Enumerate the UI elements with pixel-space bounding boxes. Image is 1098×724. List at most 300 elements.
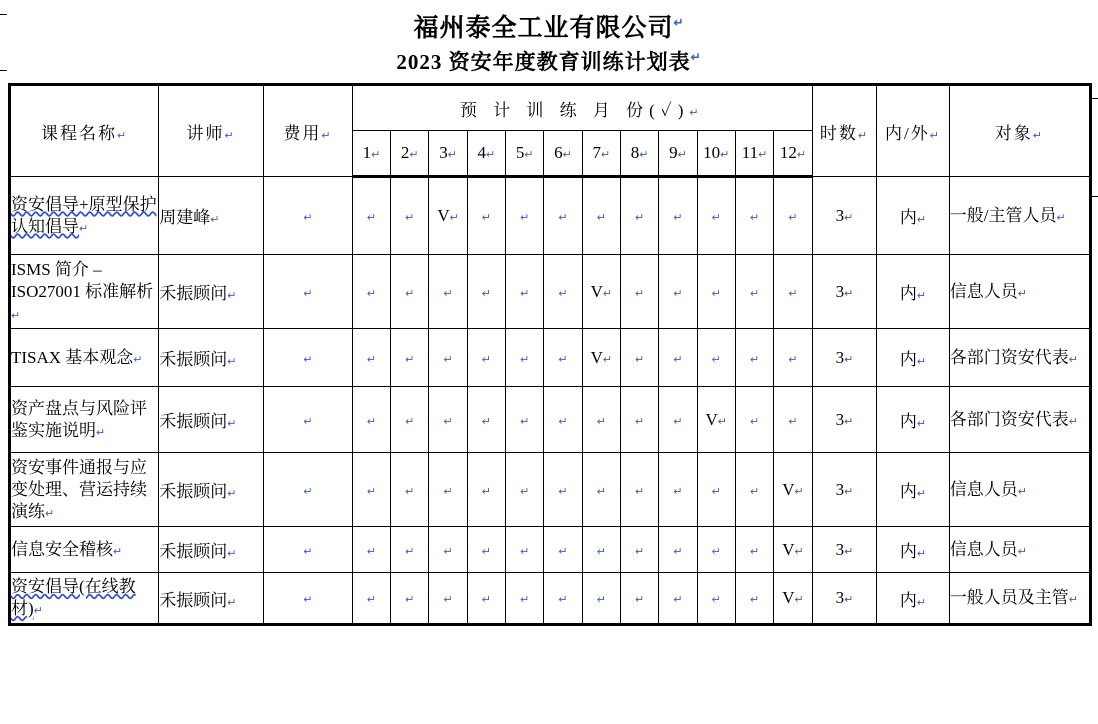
header-target (949, 85, 1090, 177)
paragraph-mark: ↵ (749, 594, 760, 607)
paragraph-mark: ↵ (227, 290, 237, 303)
paragraph-mark: ↵ (227, 356, 237, 369)
paragraph-mark: ↵ (405, 415, 415, 428)
paragraph-mark: ↵ (366, 415, 377, 428)
paragraph-mark: ↵ (1056, 211, 1066, 224)
hours-text: 3 (835, 347, 845, 367)
cell-month-9 (659, 255, 697, 329)
cell-month-12-checked (774, 453, 812, 527)
cell-course-name (10, 573, 159, 625)
paragraph-mark: ↵ (481, 594, 491, 607)
cell-month-6 (544, 573, 582, 625)
cell-internal-external (877, 177, 950, 255)
cell-month-8 (620, 329, 658, 387)
check-mark: V (782, 479, 795, 499)
target-audience-text: 一般/主管人员 (949, 205, 1057, 225)
paragraph-mark: ↵ (711, 353, 721, 366)
paragraph-mark: ↵ (481, 212, 491, 225)
header-month-8 (620, 131, 658, 177)
paragraph-mark: ↵ (227, 488, 237, 501)
internal-external-text: 内 (899, 208, 917, 228)
paragraph-mark: ↵ (562, 149, 572, 162)
paragraph-mark: ↵ (600, 149, 611, 162)
cell-lecturer (159, 453, 264, 527)
header-month-label: 7 (592, 143, 601, 163)
cell-month-7 (582, 573, 620, 625)
cell-month-9 (659, 387, 697, 453)
paragraph-mark: ↵ (758, 149, 768, 162)
paragraph-mark: ↵ (481, 545, 491, 558)
paragraph-mark: ↵ (788, 415, 798, 428)
paragraph-mark: ↵ (689, 106, 705, 119)
cell-month-6 (544, 177, 582, 255)
paragraph-mark: ↵ (673, 212, 683, 225)
cell-month-12 (774, 255, 812, 329)
cell-month-12-checked (774, 573, 812, 625)
paragraph-mark: ↵ (1068, 594, 1079, 607)
cell-month-2 (391, 387, 429, 453)
margin-tick (0, 70, 7, 71)
cell-month-5 (506, 329, 544, 387)
cell-month-3 (429, 573, 467, 625)
paragraph-mark: ↵ (596, 415, 606, 428)
paragraph-mark: ↵ (794, 545, 804, 558)
paragraph-mark: ↵ (558, 287, 568, 300)
paragraph-mark: ↵ (711, 485, 721, 498)
paragraph-mark: ↵ (443, 415, 453, 428)
paragraph-mark: ↵ (711, 545, 721, 558)
cell-course-name (10, 387, 159, 453)
cell-month-10 (697, 329, 735, 387)
paragraph-mark: ↵ (133, 353, 143, 366)
paragraph-mark: ↵ (11, 309, 21, 322)
cell-course-name (10, 177, 159, 255)
paragraph-mark: ↵ (916, 548, 927, 561)
paragraph-mark: ↵ (690, 50, 702, 64)
paragraph-mark: ↵ (635, 212, 645, 225)
paragraph-mark: ↵ (558, 353, 568, 366)
hours-text: 3 (835, 205, 845, 225)
paragraph-mark: ↵ (481, 415, 491, 428)
cell-fee (264, 255, 353, 329)
paragraph-mark: ↵ (33, 605, 43, 618)
header-month-11 (735, 131, 773, 177)
paragraph-mark: ↵ (303, 545, 313, 558)
cell-month-1 (352, 453, 390, 527)
paragraph-mark: ↵ (45, 507, 55, 520)
paragraph-mark: ↵ (916, 214, 927, 227)
header-month-7 (582, 131, 620, 177)
check-mark: V (782, 539, 795, 559)
paragraph-mark: ↵ (673, 545, 683, 558)
cell-month-9 (659, 177, 697, 255)
target-audience-text: 信息人员 (949, 281, 1018, 301)
cell-month-6 (544, 329, 582, 387)
course-name-text: 资安倡导+原型保护认知倡导 (11, 194, 157, 236)
cell-month-9 (659, 527, 697, 573)
paragraph-mark: ↵ (303, 211, 313, 224)
paragraph-mark: ↵ (321, 129, 333, 142)
paragraph-mark: ↵ (794, 485, 804, 498)
cell-month-8 (620, 255, 658, 329)
paragraph-mark: ↵ (79, 222, 89, 235)
paragraph-mark: ↵ (639, 149, 649, 162)
cell-internal-external (877, 573, 950, 625)
paragraph-mark: ↵ (673, 287, 683, 300)
header-month-6 (544, 131, 582, 177)
paragraph-mark: ↵ (113, 545, 123, 558)
cell-month-1 (352, 573, 390, 625)
header-fee-label: 费用 (283, 123, 322, 143)
paragraph-mark: ↵ (677, 149, 687, 162)
cell-month-8 (620, 573, 658, 625)
paragraph-mark: ↵ (788, 353, 798, 366)
cell-month-1 (352, 255, 390, 329)
cell-month-4 (467, 573, 505, 625)
paragraph-mark: ↵ (796, 149, 807, 162)
paragraph-mark: ↵ (673, 15, 685, 30)
cell-target-audience (949, 255, 1090, 329)
hours-text: 3 (835, 539, 845, 559)
paragraph-mark: ↵ (602, 287, 613, 300)
target-audience-text: 信息人员 (949, 539, 1018, 559)
paragraph-mark: ↵ (443, 545, 453, 558)
paragraph-mark: ↵ (224, 129, 236, 142)
paragraph-mark: ↵ (481, 485, 491, 498)
internal-external-text: 内 (899, 350, 917, 370)
cell-month-8 (620, 527, 658, 573)
header-course-label: 课程名称 (41, 123, 117, 143)
cell-hours (812, 255, 877, 329)
cell-month-7 (582, 387, 620, 453)
lecturer-text: 周建峰 (159, 208, 211, 228)
paragraph-mark: ↵ (635, 287, 645, 300)
cell-hours (812, 527, 877, 573)
header-lecturer-label: 讲师 (186, 123, 225, 143)
cell-course-name (10, 255, 159, 329)
cell-course-name (10, 453, 159, 527)
table-row (10, 255, 1091, 329)
cell-month-10 (697, 177, 735, 255)
table-row (10, 387, 1091, 453)
cell-month-5 (506, 387, 544, 453)
paragraph-mark: ↵ (749, 212, 760, 225)
paragraph-mark: ↵ (602, 353, 613, 366)
cell-month-7 (582, 527, 620, 573)
cell-month-6 (544, 527, 582, 573)
hours-text: 3 (835, 409, 845, 429)
paragraph-mark: ↵ (788, 287, 798, 300)
paragraph-mark: ↵ (749, 415, 760, 428)
cell-month-8 (620, 453, 658, 527)
paragraph-mark: ↵ (443, 594, 453, 607)
training-plan-table (8, 83, 1092, 626)
header-month-1 (352, 131, 390, 177)
cell-month-1 (352, 387, 390, 453)
cell-month-3 (429, 255, 467, 329)
cell-month-4 (467, 453, 505, 527)
header-month-12 (774, 131, 812, 177)
target-audience-text: 一般人员及主管 (949, 588, 1069, 608)
paragraph-mark: ↵ (303, 353, 313, 366)
cell-month-11 (735, 527, 773, 573)
course-name-text: 信息安全稽核 (11, 539, 113, 559)
cell-hours (812, 177, 877, 255)
cell-month-7 (582, 453, 620, 527)
header-month-label: 5 (515, 143, 525, 163)
header-month-label: 4 (477, 143, 487, 163)
cell-month-11 (735, 177, 773, 255)
paragraph-mark: ↵ (1032, 129, 1044, 142)
cell-month-10 (697, 255, 735, 329)
paragraph-mark: ↵ (929, 129, 941, 142)
paragraph-mark: ↵ (844, 545, 854, 558)
cell-month-9 (659, 453, 697, 527)
cell-month-8 (620, 387, 658, 453)
paragraph-mark: ↵ (520, 485, 530, 498)
cell-month-7 (582, 177, 620, 255)
paragraph-mark: ↵ (486, 149, 496, 162)
cell-internal-external (877, 453, 950, 527)
paragraph-mark: ↵ (520, 212, 530, 225)
cell-month-8 (620, 177, 658, 255)
paragraph-mark: ↵ (449, 212, 459, 225)
table-body (10, 177, 1091, 625)
cell-month-10 (697, 527, 735, 573)
paragraph-mark: ↵ (371, 149, 381, 162)
paragraph-mark: ↵ (844, 287, 854, 300)
check-mark: V (590, 281, 603, 301)
cell-hours (812, 329, 877, 387)
target-audience-text: 信息人员 (949, 479, 1018, 499)
paragraph-mark: ↵ (916, 290, 927, 303)
paragraph-mark: ↵ (673, 353, 683, 366)
cell-month-4 (467, 329, 505, 387)
paragraph-mark: ↵ (749, 545, 760, 558)
internal-external-text: 内 (899, 284, 917, 304)
paragraph-mark: ↵ (227, 548, 237, 561)
cell-month-10 (697, 453, 735, 527)
paragraph-mark: ↵ (596, 594, 606, 607)
cell-lecturer (159, 387, 264, 453)
target-audience-text: 各部门资安代表 (949, 409, 1069, 429)
paragraph-mark: ↵ (520, 287, 530, 300)
cell-month-2 (391, 177, 429, 255)
table-row (10, 453, 1091, 527)
paragraph-mark: ↵ (596, 212, 606, 225)
internal-external-text: 内 (899, 590, 917, 610)
paragraph-mark: ↵ (1017, 545, 1028, 558)
paragraph-mark: ↵ (844, 353, 854, 366)
lecturer-text: 禾振顾问 (159, 350, 228, 370)
cell-month-1 (352, 527, 390, 573)
cell-internal-external (877, 387, 950, 453)
paragraph-mark: ↵ (481, 287, 491, 300)
paragraph-mark: ↵ (635, 545, 645, 558)
paragraph-mark: ↵ (1068, 353, 1079, 366)
course-name-text: ISMS 简介 –ISO27001 标准解析 (11, 260, 154, 301)
cell-month-11 (735, 573, 773, 625)
course-name-text: 资产盘点与风险评鉴实施说明 (11, 398, 147, 440)
cell-internal-external (877, 329, 950, 387)
cell-target-audience (949, 573, 1090, 625)
cell-month-4 (467, 387, 505, 453)
cell-month-11 (735, 453, 773, 527)
cell-hours (812, 387, 877, 453)
cell-target-audience (949, 177, 1090, 255)
header-inout (877, 85, 950, 177)
cell-month-12 (774, 177, 812, 255)
hours-text: 3 (835, 588, 845, 608)
cell-target-audience (949, 329, 1090, 387)
cell-month-11 (735, 329, 773, 387)
check-mark: V (590, 347, 603, 367)
paragraph-mark: ↵ (916, 356, 927, 369)
cell-month-1 (352, 177, 390, 255)
cell-month-11 (735, 255, 773, 329)
header-months-group-label: 预 计 训 练 月 份(✓) (459, 100, 690, 120)
cell-lecturer (159, 255, 264, 329)
cell-month-10 (697, 573, 735, 625)
page-subtitle (0, 44, 1098, 83)
cell-fee (264, 177, 353, 255)
paragraph-mark: ↵ (635, 485, 645, 498)
cell-target-audience (949, 387, 1090, 453)
paragraph-mark: ↵ (844, 485, 854, 498)
paragraph-mark: ↵ (558, 545, 568, 558)
cell-month-5 (506, 255, 544, 329)
cell-lecturer (159, 573, 264, 625)
course-name-text: TISAX 基本观念 (11, 347, 134, 367)
cell-hours (812, 573, 877, 625)
cell-internal-external (877, 255, 950, 329)
header-course (10, 85, 159, 177)
paragraph-mark: ↵ (405, 485, 415, 498)
course-name-text: 资安倡导(在线教材) (11, 577, 136, 619)
lecturer-text: 禾振顾问 (159, 590, 228, 610)
paragraph-mark: ↵ (794, 594, 804, 607)
cell-fee (264, 527, 353, 573)
cell-month-3 (429, 453, 467, 527)
cell-month-2 (391, 527, 429, 573)
paragraph-mark: ↵ (405, 287, 415, 300)
cell-month-9 (659, 329, 697, 387)
header-month-3 (429, 131, 467, 177)
paragraph-mark: ↵ (916, 488, 927, 501)
cell-lecturer (159, 177, 264, 255)
cell-course-name (10, 527, 159, 573)
paragraph-mark: ↵ (405, 353, 415, 366)
check-mark: V (705, 409, 718, 429)
cell-month-6 (544, 387, 582, 453)
paragraph-mark: ↵ (673, 485, 683, 498)
paragraph-mark: ↵ (117, 129, 129, 142)
paragraph-mark: ↵ (844, 415, 854, 428)
lecturer-text: 禾振顾问 (159, 482, 228, 502)
cell-month-7-checked (582, 329, 620, 387)
paragraph-mark: ↵ (1068, 415, 1079, 428)
paragraph-mark: ↵ (711, 287, 721, 300)
lecturer-text: 禾振顾问 (159, 542, 228, 562)
cell-month-5 (506, 453, 544, 527)
paragraph-mark: ↵ (481, 353, 491, 366)
paragraph-mark: ↵ (409, 149, 419, 162)
table-row (10, 329, 1091, 387)
paragraph-mark: ↵ (788, 212, 798, 225)
header-months-group (352, 85, 812, 131)
header-month-label: 10 (703, 143, 721, 163)
cell-fee (264, 329, 353, 387)
page-title (0, 0, 1098, 44)
lecturer-text: 禾振顾问 (159, 284, 228, 304)
header-month-10 (697, 131, 735, 177)
header-month-label: 12 (779, 143, 797, 163)
cell-fee (264, 453, 353, 527)
header-month-label: 8 (630, 143, 640, 163)
cell-month-4 (467, 177, 505, 255)
paragraph-mark: ↵ (1017, 287, 1028, 300)
cell-month-3 (429, 329, 467, 387)
header-month-5 (506, 131, 544, 177)
paragraph-mark: ↵ (303, 594, 313, 607)
margin-tick (0, 14, 7, 15)
paragraph-mark: ↵ (749, 353, 760, 366)
paragraph-mark: ↵ (405, 545, 415, 558)
paragraph-mark: ↵ (720, 149, 730, 162)
cell-lecturer (159, 329, 264, 387)
cell-fee (264, 573, 353, 625)
cell-month-3 (429, 387, 467, 453)
target-audience-text: 各部门资安代表 (949, 347, 1069, 367)
paragraph-mark: ↵ (596, 545, 606, 558)
cell-month-10-checked (697, 387, 735, 453)
paragraph-mark: ↵ (558, 415, 568, 428)
paragraph-mark: ↵ (916, 596, 927, 609)
paragraph-mark: ↵ (635, 594, 645, 607)
cell-month-6 (544, 453, 582, 527)
cell-month-7-checked (582, 255, 620, 329)
header-month-label: 6 (554, 143, 563, 163)
paragraph-mark: ↵ (366, 545, 377, 558)
paragraph-mark: ↵ (366, 485, 377, 498)
cell-fee (264, 387, 353, 453)
internal-external-text: 内 (899, 482, 917, 502)
paragraph-mark: ↵ (673, 415, 683, 428)
paragraph-mark: ↵ (520, 545, 530, 558)
header-hours-label: 时数 (819, 123, 858, 143)
hours-text: 3 (835, 479, 845, 499)
cell-month-9 (659, 573, 697, 625)
header-target-label: 对象 (994, 123, 1033, 143)
paragraph-mark: ↵ (366, 594, 377, 607)
paragraph-mark: ↵ (916, 418, 927, 431)
cell-month-4 (467, 255, 505, 329)
paragraph-mark: ↵ (443, 287, 453, 300)
paragraph-mark: ↵ (635, 415, 645, 428)
course-name-text: 资安事件通报与应变处理、营运持续演练 (11, 458, 147, 521)
paragraph-mark: ↵ (857, 129, 870, 142)
header-month-label: 9 (669, 143, 678, 163)
cell-internal-external (877, 527, 950, 573)
cell-hours (812, 453, 877, 527)
cell-month-6 (544, 255, 582, 329)
header-hours (812, 85, 877, 177)
paragraph-mark: ↵ (673, 594, 683, 607)
header-month-4 (467, 131, 505, 177)
cell-month-2 (391, 255, 429, 329)
cell-month-5 (506, 177, 544, 255)
header-month-label: 11 (741, 143, 759, 163)
